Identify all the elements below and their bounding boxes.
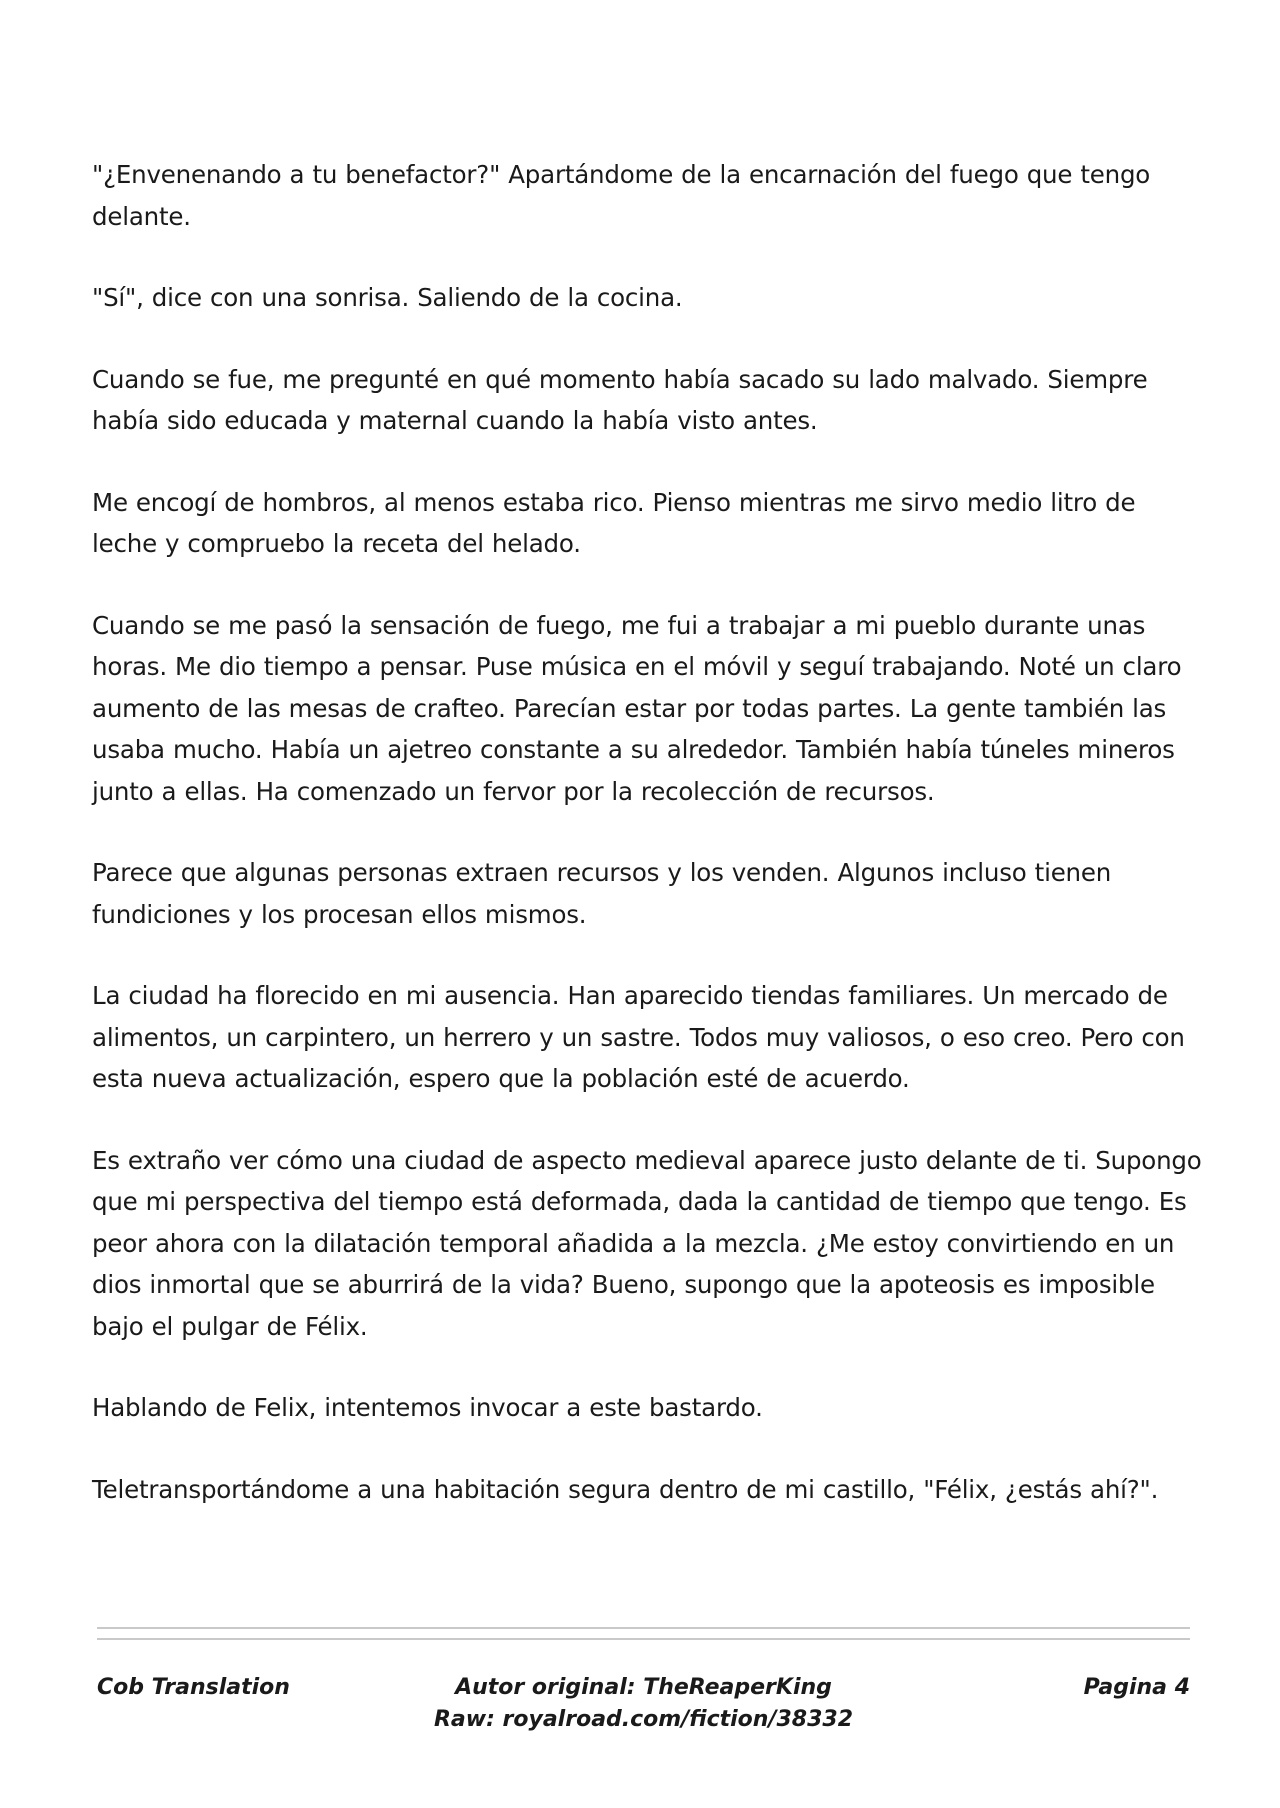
- paragraph: Hablando de Felix, intentemos invocar a este bastardo.: [92, 1393, 763, 1422]
- footer-divider-bottom: [97, 1638, 1190, 1640]
- paragraph: Teletransportándome a una habitación segura dentro de mi castillo, "Félix, ¿estás ahí?".: [92, 1474, 1159, 1504]
- footer-credits: [97, 1672, 1190, 1736]
- footer-author: Autor original: TheReaperKing: [455, 1675, 832, 1700]
- paragraph: Me encogí de hombros, al menos estaba rico. Pienso mientras me sirvo medio litro de leche y compruebo la receta del helado.: [92, 487, 1136, 558]
- paragraph: Parece que algunas personas extraen recursos y los venden. Algunos incluso tienen fundiciones y los procesan ellos mismos.: [92, 858, 1112, 929]
- paragraph: "¿Envenenando a tu benefactor?" Apartándome de la encarnación del fuego que tengo delante.: [92, 160, 1151, 231]
- page-footer: [97, 1672, 1190, 1752]
- footer-divider-top: [97, 1627, 1190, 1629]
- paragraph: Es extraño ver cómo una ciudad de aspecto medieval aparece justo delante de ti. Supongo que mi perspectiva del tiempo está deformada, dada la cantidad de tiempo que tengo. Es peor ahora con la dilatación temporal añadida a la mezcla. ¿Me estoy convirtiendo en un dios inmortal que se aburrirá de la vida? Bueno, supongo que la apoteosis es imposible bajo el pulgar de Félix.: [92, 1145, 1202, 1341]
- page-number: Pagina 4: [1083, 1675, 1190, 1700]
- paragraph: La ciudad ha florecido en mi ausencia. Han aparecido tiendas familiares. Un mercado de alimentos, un carpintero, un herrero y un sastre. Todos muy valiosos, o eso creo. Pero con esta nueva actualización, espero que la población esté de acuerdo.: [92, 981, 1185, 1093]
- paragraph: Cuando se me pasó la sensación de fuego, me fui a trabajar a mi pueblo durante unas horas. Me dio tiempo a pensar. Puse música en el móvil y seguí trabajando. Noté un claro aumento de las mesas de crafteo. Parecían estar por todas partes. La gente también las usaba mucho. Había un ajetreo constante a su alrededor. También había túneles mineros junto a ellas. Ha comenzado un fervor por la recolección de recursos.: [92, 610, 1182, 806]
- paragraph: "Sí", dice con una sonrisa. Saliendo de la cocina.: [92, 283, 683, 312]
- footer-raw-source: Raw: royalroad.com/fiction/38332: [433, 1707, 854, 1732]
- footer-translator: Cob Translation: [97, 1675, 290, 1700]
- document-body: [92, 154, 1202, 1550]
- paragraph: Cuando se fue, me pregunté en qué momento había sacado su lado malvado. Siempre había sido educada y maternal cuando la había visto antes.: [92, 364, 1148, 435]
